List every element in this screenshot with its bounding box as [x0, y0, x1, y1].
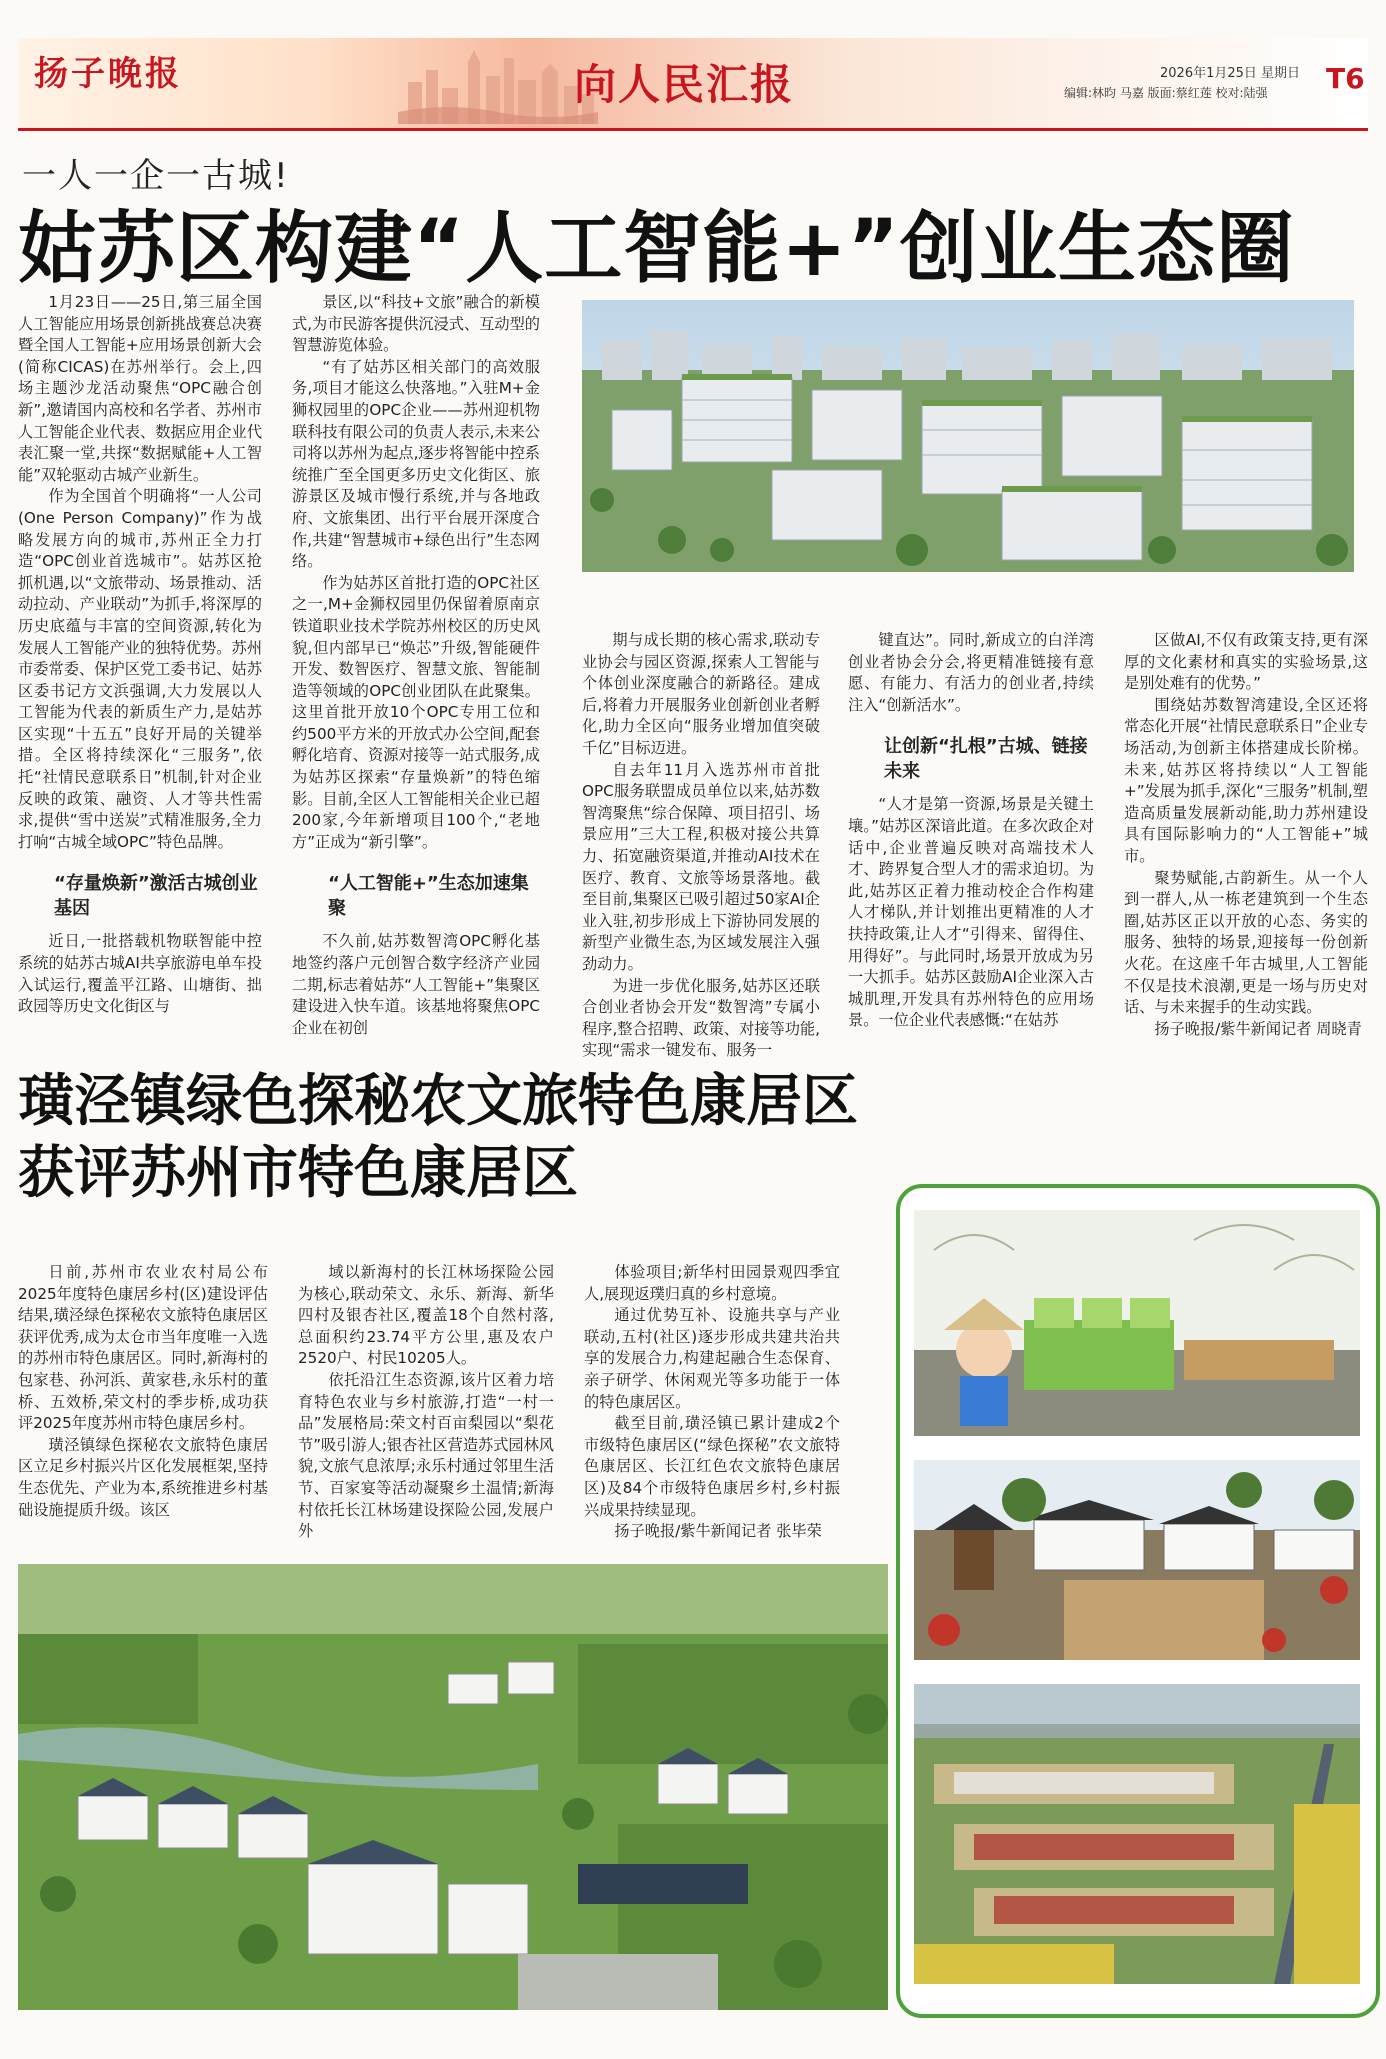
- paragraph: 1月23日——25日,第三届全国人工智能应用场景创新挑战赛总决赛暨全国人工智能+应用场景创新大会(简称CICAS)在苏州举行。会上,四场主题沙龙活动聚焦“OPC融合创新”,邀请国内高校和名学者、苏州市人工智能企业代表、数据应用企业代表汇聚一堂,共探“数据赋能+人工智能”双轮驱动古城产业新生。: [18, 293, 262, 484]
- article2-column-3: [584, 1262, 840, 1543]
- article2-column-2: [298, 1262, 554, 1543]
- photo-suzhou-style-courtyard: [914, 1460, 1360, 1660]
- paragraph: 键直达”。同时,新成立的白洋湾创业者协会分会,将更精准链接有意愿、有能力、有活力的创业者,持续注入“创新活水”。: [848, 631, 1094, 714]
- photo-local-products-display: [914, 1210, 1360, 1436]
- issue-date: 2026年1月25日 星期日: [1160, 66, 1301, 81]
- paragraph: 截至目前,璜泾镇已累计建成2个市级特色康居区(“绿色探秘”农文旅特色康居区、长江红色农文旅特色康居区)及84个市级特色康居乡村,乡村振兴成果持续显现。: [584, 1414, 840, 1519]
- article2-photo-village-aerial: [18, 1564, 888, 2010]
- article1-byline: 扬子晚报/紫牛新闻记者 周晓青: [1154, 1019, 1362, 1038]
- city-skyline-icon: [398, 42, 598, 124]
- article1-column-1: [18, 292, 262, 1018]
- paragraph: 璜泾镇绿色探秘农文旅特色康居区立足乡村振兴片区化发展框架,坚持生态优先、产业为本,系统推进乡村基础设施提质升级。该区: [18, 1435, 268, 1519]
- article2-headline-line2: 获评苏州市特色康居区: [18, 1141, 578, 1206]
- article2-photo-panel: [896, 1184, 1380, 2018]
- paragraph: 近日,一批搭载机物联智能中控系统的姑苏古城AI共享旅游电单车投入试运行,覆盖平江路、山塘街、拙政园等历史文化街区与: [18, 932, 262, 1016]
- paragraph: 为进一步优化服务,姑苏区还联合创业者协会开发“数智湾”专属小程序,整合招聘、政策、对接等功能,实现“需求一键发布、服务一: [582, 976, 820, 1060]
- paragraph: 聚势赋能,古韵新生。从一个人到一群人,从一栋老建筑到一个生态圈,姑苏区正以开放的心态、务实的服务、独特的场景,迎接每一份创新火花。在这座千年古城里,人工智能不仅是技术浪潮,更是一场与历史对话、与未来握手的生动实践。: [1124, 868, 1368, 1017]
- paragraph: 围绕姑苏数智湾建设,全区还将常态化开展“社情民意联系日”企业专场活动,为创新主体搭建成长阶梯。未来,姑苏区将持续以“人工智能+”发展为抓手,深化“三服务”机制,塑造高质量发展新动能,助力苏州建设具有国际影响力的“人工智能+”城市。: [1124, 695, 1368, 865]
- paragraph: 不久前,姑苏数智湾OPC孵化基地签约落户元创智合数字经济产业园二期,标志着姑苏“人工智能+”集聚区建设进入快车道。该基地将聚焦OPC企业在初创: [292, 932, 540, 1037]
- article2-byline: 扬子晚报/紫牛新闻记者 张毕荣: [614, 1522, 822, 1541]
- paragraph: “有了姑苏区相关部门的高效服务,项目才能这么快落地。”入驻M+金狮权园里的OPC企业——苏州迎机物联科技有限公司的负责人表示,未来公司将以苏州为起点,逐步将智能中控系统推广至全国更多历史文化街区、旅游景区及城市慢行系统,并与各地政府、文旅集团、出行平台展开深度合作,共建“智慧城市+绿色出行”生态网络。: [292, 357, 540, 571]
- paragraph: 自去年11月入选苏州市首批OPC服务联盟成员单位以来,姑苏数智湾聚焦“综合保障、项目招引、场景应用”三大工程,积极对接公共算力、拓宽融资渠道,并推动AI技术在医疗、教育、文旅等场景落地。截至目前,集聚区已吸引超过50家AI企业入驻,初步形成上下游协同发展的新型产业微生态,为区域发展注入强劲动力。: [582, 760, 820, 973]
- article1-headline: 姑苏区构建“人工智能+”创业生态圈: [18, 204, 1295, 294]
- editor-credits: 编辑:林昀 马嘉 版面:蔡红莲 校对:陆强: [1064, 86, 1268, 100]
- paragraph: 区做AI,不仅有政策支持,更有深厚的文化素材和真实的实验场景,这是别处难有的优势。”: [1124, 631, 1368, 693]
- paragraph: 作为姑苏区首批打造的OPC社区之一,M+金狮权园里仍保留着原南京铁道职业技术学院苏州校区的历史风貌,但内部早已“焕芯”升级,智能硬件开发、数智医疗、智慧文旅、智能制造等领域的OPC创业团队在此聚集。这里首批开放10个OPC专用工位和约500平方米的开放式办公空间,配套孵化培育、资源对接等一站式服务,成为姑苏区探索“存量焕新”的特色缩影。目前,全区人工智能相关企业已超200家,今年新增项目100个,“老地方”正成为“新引擎”。: [292, 573, 540, 851]
- paragraph: 期与成长期的核心需求,联动专业协会与园区资源,探索人工智能与个体创业深度融合的新路径。建成后,将着力开展服务业创新创业者孵化,助力全区向“服务业增加值突破千亿”目标迈进。: [582, 631, 820, 757]
- paragraph: “人才是第一资源,场景是关键土壤。”姑苏区深谙此道。在多次政企对话中,企业普遍反映对高端技术人才、跨界复合型人才的需求迫切。为此,姑苏区正着力推动校企合作构建人才梯队,并计划推出更精准的人才扶持政策,让人才“引得来、留得住、用得好”。与此同时,场景开放成为另一大抓手。姑苏区鼓励AI企业深入古城肌理,开发具有苏州特色的应用场景。一位企业代表感慨:“在姑苏: [848, 795, 1094, 1030]
- article1-column-4: [848, 630, 1094, 1032]
- article2-column-1: [18, 1262, 268, 1521]
- paragraph: 依托沿江生态资源,该片区着力培育特色农业与乡村旅游,打造“一村一品”发展格局:荣文村百亩梨园以“梨花节”吸引游人;银杏社区营造苏式园林风貌,文旅气息浓厚;永乐村通过邻里生活节、百家宴等活动凝聚乡土温情;新海村依托长江林场建设探险公园,发展户外: [298, 1370, 554, 1541]
- article1-subhead-3: 让创新“扎根”古城、链接未来: [884, 736, 1088, 783]
- article2-headline-line1: 璜泾镇绿色探秘农文旅特色康居区: [18, 1069, 858, 1134]
- article1-subhead-1: “存量焕新”激活古城创业基因: [54, 873, 258, 920]
- paragraph: 日前,苏州市农业农村局公布2025年度特色康居乡村(区)建设评估结果,璜泾绿色探秘农文旅特色康居区获评优秀,成为太仓市当年度唯一入选的苏州市特色康居区。同时,新海村的包家巷、孙河浜、黄家巷,永乐村的董桥、五效桥,荣文村的季步桥,成功获评2025年度苏州市特色康居乡村。: [18, 1263, 268, 1433]
- paragraph: 作为全国首个明确将“一人公司(One Person Company)”作为战略发展方向的城市,苏州正全力打造“OPC创业首选城市”。姑苏区抢抓机遇,以“文旅带动、场景推动、活动拉动、产业联动”为抓手,将深厚的历史底蕴与丰富的空间资源,转化为发展人工智能产业的独特优势。苏州市委常委、保护区党工委书记、姑苏区委书记方文浜强调,大力发展以人工智能为代表的新质生产力,是姑苏区实现“十五五”良好开局的关键举措。全区将持续深化“三服务”,依托“社情民意联系日”机制,针对企业反映的政策、融资、人才等共性需求,提供“雪中送炭”式精准服务,全力打响“古城全域OPC”特色品牌。: [18, 487, 262, 851]
- masthead: [18, 38, 1368, 131]
- article1-kicker: 一人一企一古城!: [22, 156, 290, 196]
- photo-riverside-village-aerial: [914, 1684, 1360, 1984]
- paragraph: 体验项目;新华村田园景观四季宜人,展现返璞归真的乡村意境。: [584, 1263, 840, 1303]
- article1-photo-opc-park: [582, 300, 1354, 572]
- page-number: T6: [1326, 62, 1365, 95]
- article1-column-2: [292, 292, 540, 1039]
- article2-headline: [18, 1066, 858, 1210]
- article1-subhead-2: “人工智能+”生态加速集聚: [328, 873, 529, 920]
- newspaper-logo: 扬子晚报: [34, 54, 182, 94]
- article1-column-5: [1124, 630, 1368, 1040]
- paragraph: 通过优势互补、设施共享与产业联动,五村(社区)逐步形成共建共治共享的发展合力,构建起融合生态保育、亲子研学、休闲观光等多功能于一体的特色康居区。: [584, 1306, 840, 1411]
- paragraph: 域以新海村的长江林场探险公园为核心,联动荣文、永乐、新海、新华四村及银杏社区,覆盖18个自然村落,总面积约23.74平方公里,惠及农户2520户、村民10205人。: [298, 1263, 554, 1368]
- paragraph: 景区,以“科技+文旅”融合的新模式,为市民游客提供沉浸式、互动型的智慧游览体验。: [292, 293, 540, 355]
- article1-column-3: [582, 630, 820, 1062]
- section-title: 向人民汇报: [574, 60, 795, 109]
